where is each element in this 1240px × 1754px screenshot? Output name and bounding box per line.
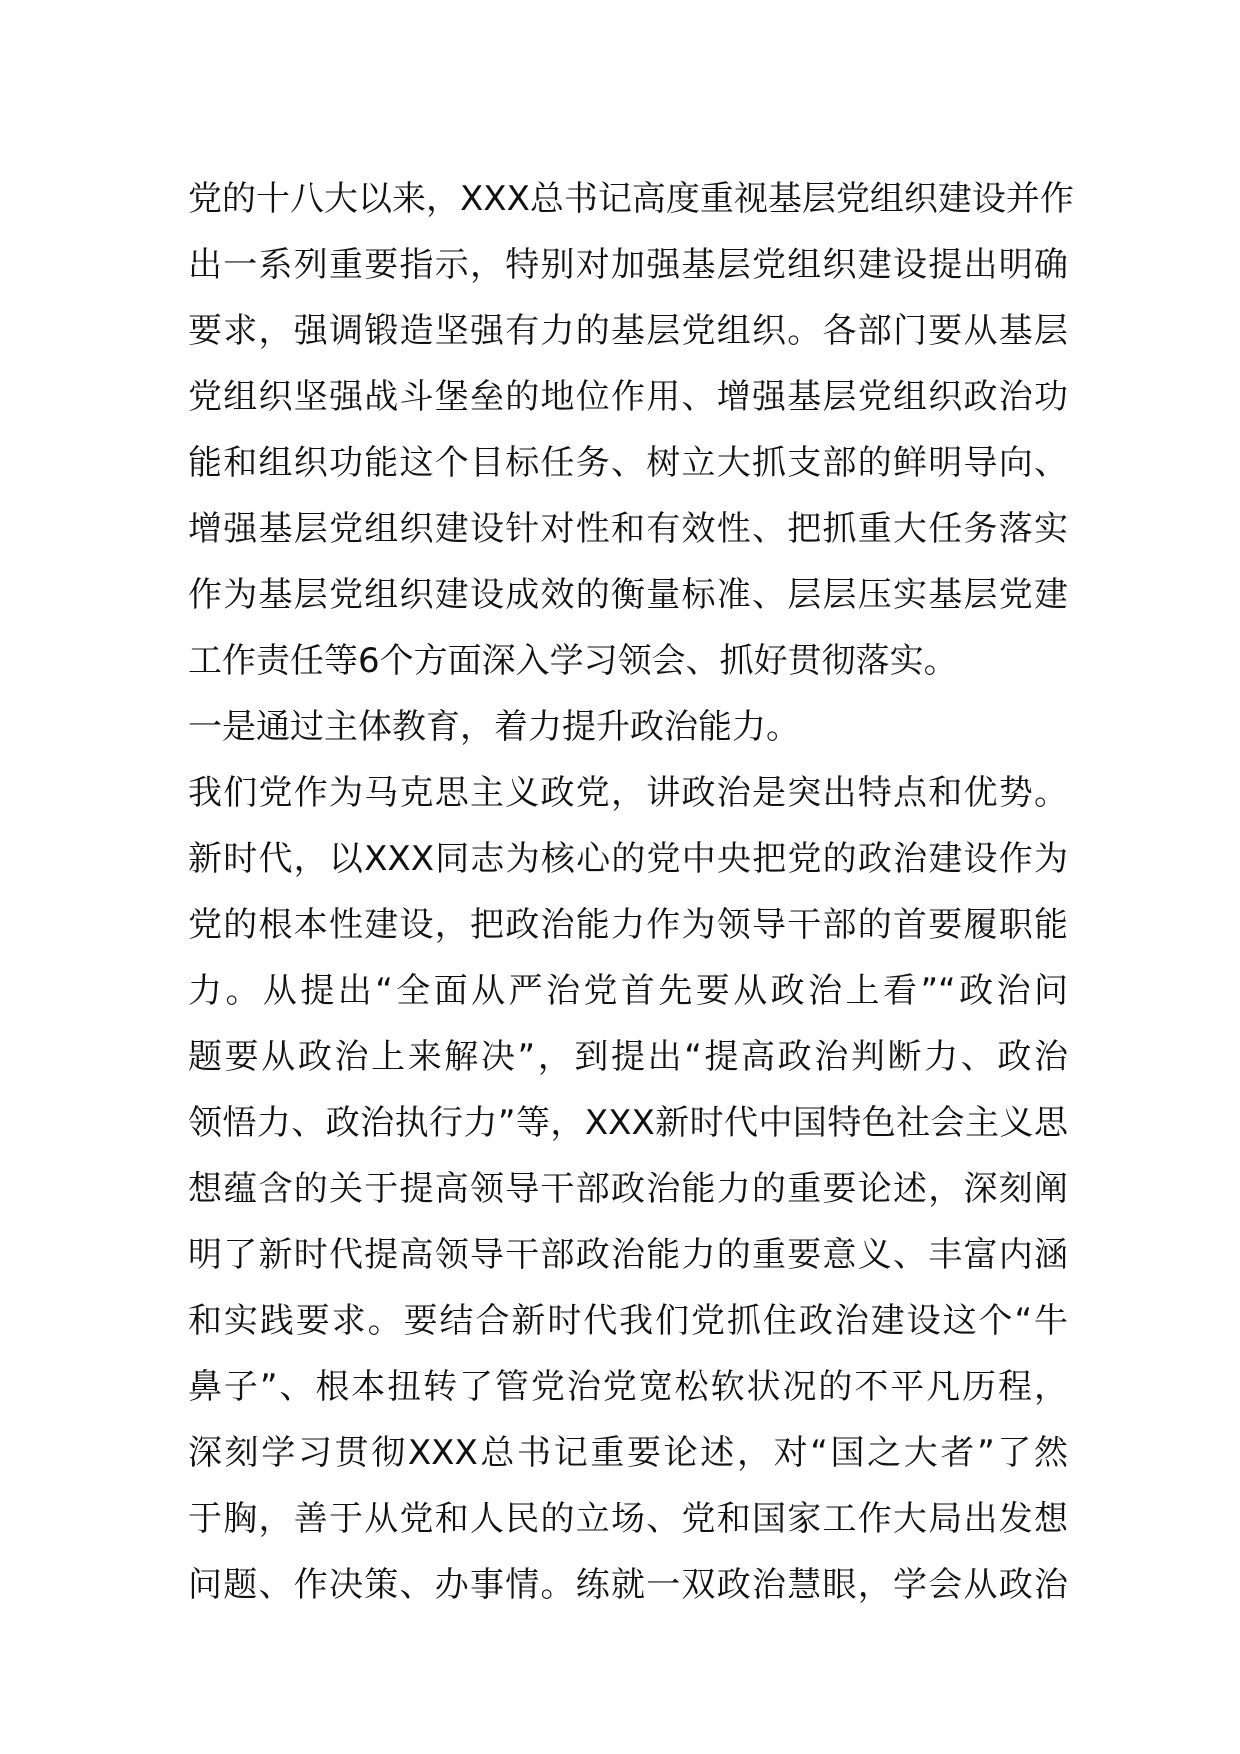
text-line-4: 党组织坚强战斗堡垒的地位作用、增强基层党组织政治功 [188, 377, 1068, 417]
text-line-11: 新时代，以XXX同志为核心的党中央把党的政治建设作为 [188, 839, 1068, 879]
text-line-13: 力。从提出“全面从严治党首先要从政治上看”“政治问 [188, 971, 1068, 1011]
text-line-9-heading: 一是通过主体教育，着力提升政治能力。 [188, 707, 800, 747]
text-line-14: 题要从政治上来解决”，到提出“提高政治判断力、政治 [188, 1037, 1068, 1077]
text-line-16: 想蕴含的关于提高领导干部政治能力的重要论述，深刻阐 [188, 1169, 1068, 1209]
text-line-18: 和实践要求。要结合新时代我们党抓住政治建设这个“牛 [188, 1301, 1068, 1341]
text-line-6: 增强基层党组织建设针对性和有效性、把抓重大任务落实 [188, 509, 1068, 549]
text-line-20: 深刻学习贯彻XXX总书记重要论述，对“国之大者”了然 [188, 1433, 1068, 1473]
text-line-2: 出一系列重要指示，特别对加强基层党组织建设提出明确 [188, 245, 1068, 285]
text-line-1: 党的十八大以来，XXX总书记高度重视基层党组织建设并作 [188, 179, 1074, 219]
document-body [188, 166, 1074, 1618]
text-line-12: 党的根本性建设，把政治能力作为领导干部的首要履职能 [188, 905, 1068, 945]
text-line-19: 鼻子”、根本扭转了管党治党宽松软状况的不平凡历程， [188, 1367, 1068, 1407]
text-line-17: 明了新时代提高领导干部政治能力的重要意义、丰富内涵 [188, 1235, 1068, 1275]
text-line-21: 于胸，善于从党和人民的立场、党和国家工作大局出发想 [188, 1499, 1068, 1539]
text-line-8: 工作责任等6个方面深入学习领会、抓好贯彻落实。 [188, 641, 958, 681]
text-line-10: 我们党作为马克思主义政党，讲政治是突出特点和优势。 [188, 773, 1068, 813]
text-line-7: 作为基层党组织建设成效的衡量标准、层层压实基层党建 [188, 575, 1068, 615]
text-line-5: 能和组织功能这个目标任务、树立大抓支部的鲜明导向、 [188, 443, 1068, 483]
text-line-15: 领悟力、政治执行力”等，XXX新时代中国特色社会主义思 [188, 1103, 1068, 1143]
text-line-22: 问题、作决策、办事情。练就一双政治慧眼，学会从政治 [188, 1565, 1068, 1605]
text-line-3: 要求，强调锻造坚强有力的基层党组织。各部门要从基层 [188, 311, 1068, 351]
